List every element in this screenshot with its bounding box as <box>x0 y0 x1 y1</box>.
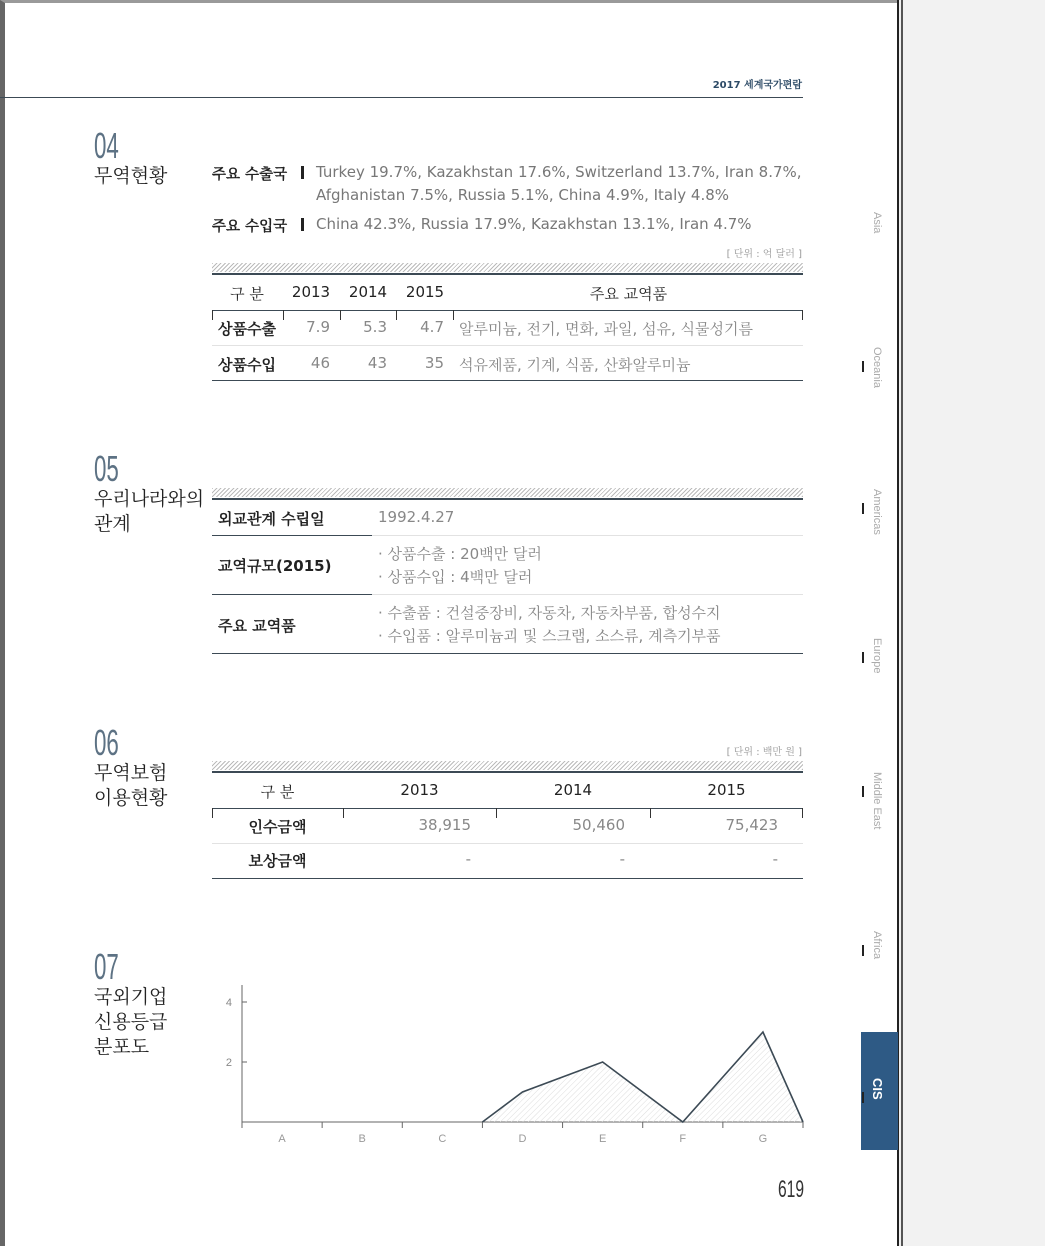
divider <box>301 166 304 179</box>
x-tick-label: G <box>758 1133 768 1145</box>
tab-marker <box>862 503 864 514</box>
col-header: 2015 <box>405 283 445 301</box>
cell: 5.3 <box>363 318 387 336</box>
tick <box>453 310 454 320</box>
section-title: 무역현황 <box>94 165 168 187</box>
cell: · 상품수출 : 20백만 달러 <box>378 545 542 563</box>
cell: - <box>619 850 625 868</box>
x-tick-label: E <box>598 1133 607 1145</box>
x-tick-label: A <box>278 1133 286 1145</box>
row-divider <box>372 594 803 595</box>
hatch-rule <box>212 263 803 272</box>
cell: · 수출품 : 건설중장비, 자동차, 자동차부품, 합성수지 <box>378 604 721 622</box>
divider <box>301 218 304 231</box>
side-tab-middle-east[interactable]: Middle East <box>871 772 883 830</box>
page-number: 619 <box>778 1176 805 1203</box>
cell: 50,460 <box>572 816 625 834</box>
cell: 43 <box>367 354 387 372</box>
col-header: 구 분 <box>260 783 295 801</box>
cell: 35 <box>424 354 444 372</box>
row-label: 주요 교역품 <box>218 617 296 635</box>
side-tab-europe[interactable]: Europe <box>871 638 883 674</box>
credit-rating-chart <box>200 975 820 1145</box>
col-header: 2014 <box>553 781 593 799</box>
section-title: 신용등급 <box>94 1011 168 1033</box>
table-top-rule <box>212 771 803 773</box>
x-tick-label: C <box>438 1133 447 1145</box>
table-bottom-rule <box>212 653 803 654</box>
tab-marker <box>862 945 864 956</box>
section-number: 04 <box>94 125 119 166</box>
row-divider <box>212 535 372 536</box>
cell: 46 <box>310 354 330 372</box>
cell: 38,915 <box>418 816 471 834</box>
hatch-rule <box>212 761 803 770</box>
header-rule <box>212 310 803 311</box>
side-tab-asia[interactable]: Asia <box>871 212 883 234</box>
unit-label: [ 단위 : 억 달러 ] <box>726 249 802 260</box>
y-tick-label: 2 <box>225 1057 232 1069</box>
export-line1: Turkey 19.7%, Kazakhstan 17.6%, Switzerland 13.7%, Iran 8.7%, <box>316 163 802 181</box>
tick <box>802 310 803 320</box>
export-line2: Afghanistan 7.5%, Russia 5.1%, China 4.9%, Italy 4.8% <box>316 186 730 204</box>
row-label: 인수금액 <box>248 818 307 836</box>
cell: 1992.4.27 <box>378 508 455 526</box>
tick <box>802 808 803 818</box>
row-divider <box>372 535 803 536</box>
table-top-rule <box>212 273 803 275</box>
header-rule <box>212 808 803 809</box>
section-title: 무역보험 <box>94 762 168 784</box>
side-tab-cis[interactable]: CIS <box>870 1078 885 1100</box>
header-title: 2017 세계국가편람 <box>712 80 802 91</box>
section-title: 이용현황 <box>94 787 168 809</box>
import-text: China 42.3%, Russia 17.9%, Kazakhstan 13.1%, Iran 4.7% <box>316 215 752 233</box>
col-header: 2015 <box>707 781 746 799</box>
side-tab-africa[interactable]: Africa <box>871 931 883 960</box>
cell: · 수입품 : 알루미늄괴 및 스크랩, 소스류, 계측기부품 <box>378 627 721 645</box>
export-label: 주요 수출국 <box>212 167 288 183</box>
x-tick-label: F <box>679 1133 687 1145</box>
side-tab-oceania[interactable]: Oceania <box>871 347 883 388</box>
cell: 4.7 <box>420 318 444 336</box>
tick <box>212 310 213 320</box>
section-number: 05 <box>94 448 119 489</box>
col-header: 2013 <box>291 283 331 301</box>
x-tick-label: D <box>518 1133 527 1145</box>
section-number: 07 <box>94 946 119 987</box>
tab-marker <box>862 786 864 797</box>
cell: · 상품수입 : 4백만 달러 <box>378 568 533 586</box>
section-title: 국외기업 <box>94 986 168 1008</box>
col-header: 주요 교역품 <box>589 285 668 303</box>
row-divider <box>212 843 803 844</box>
cell: 알루미늄, 전기, 면화, 과일, 섬유, 식물성기름 <box>459 320 754 338</box>
table-bottom-rule <box>212 380 803 381</box>
x-tick-label: B <box>358 1133 366 1145</box>
section-title: 우리나라와의 <box>94 488 205 510</box>
col-header: 구 분 <box>230 285 264 303</box>
col-header: 2013 <box>400 781 439 799</box>
section-title: 관계 <box>94 513 131 535</box>
area-fill <box>482 1032 803 1122</box>
tab-marker <box>862 1092 864 1103</box>
header-rule <box>0 97 803 98</box>
tab-marker <box>862 652 864 663</box>
row-label: 상품수입 <box>218 356 276 374</box>
cell: - <box>465 850 471 868</box>
section-title: 분포도 <box>94 1036 150 1058</box>
cell: 75,423 <box>725 816 778 834</box>
row-label: 교역규모(2015) <box>218 557 332 575</box>
hatch-rule <box>212 488 803 497</box>
background-margin <box>903 0 1045 1246</box>
table-top-rule <box>212 498 803 500</box>
row-label: 보상금액 <box>248 852 307 870</box>
row-divider <box>212 594 372 595</box>
row-label: 외교관계 수립일 <box>218 510 325 528</box>
cell: 7.9 <box>306 318 330 336</box>
row-divider <box>212 345 803 346</box>
table-bottom-rule <box>212 878 803 879</box>
row-label: 상품수출 <box>218 320 276 338</box>
cell: - <box>772 850 778 868</box>
unit-label: [ 단위 : 백만 원 ] <box>726 747 802 758</box>
col-header: 2014 <box>348 283 388 301</box>
cell: 석유제품, 기계, 식품, 산화알루미늄 <box>459 356 691 374</box>
import-label: 주요 수입국 <box>212 219 288 235</box>
section-number: 06 <box>94 722 119 763</box>
tab-marker <box>862 361 864 372</box>
y-tick-label: 4 <box>225 997 232 1009</box>
side-tab-americas[interactable]: Americas <box>871 489 883 535</box>
